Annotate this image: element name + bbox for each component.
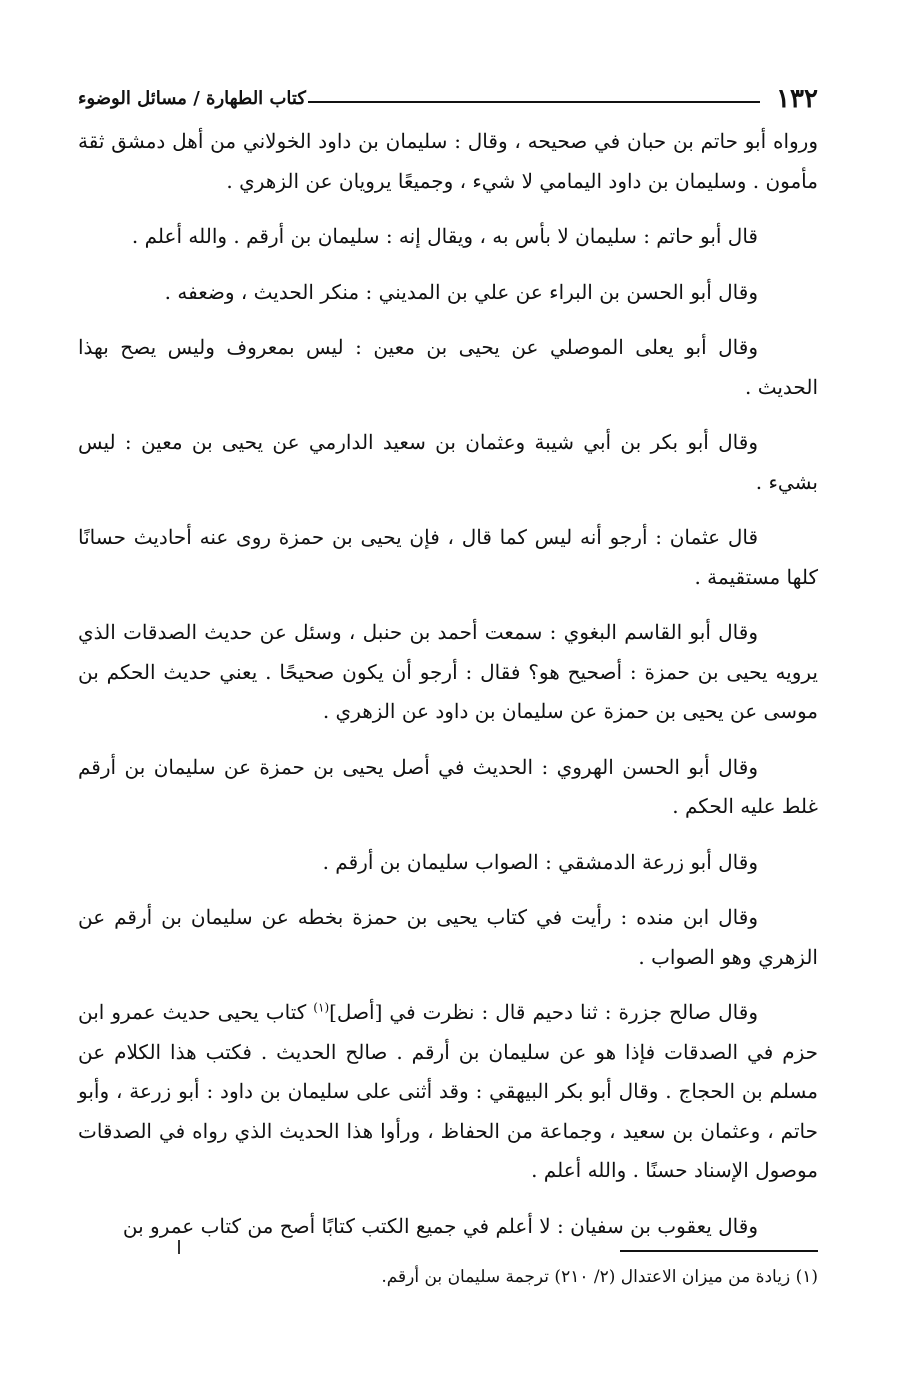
- page-number: ١٣٢: [776, 84, 818, 114]
- paragraph: وقال يعقوب بن سفيان : لا أعلم في جميع الكتب كتابًا أصح من كتاب عمرو بن: [122, 1213, 758, 1238]
- footnote-reference: (١): [313, 1000, 330, 1015]
- paragraph-text: كتاب يحيى حديث عمرو ابن حزم في الصدقات فإذا هو عن سليمان بن أرقم . صالح الحديث . فكتب هذا الكلام عن مسلم بن الحجاج . وقال أبو بكر البيهقي : وقد أثنى على سليمان بن داود : أبو زرعة ، وأبو حاتم ، وعثمان بن سعيد ، وجماعة من الحفاظ ، ورأوا هذا الحديث الذي رواه في الصدقات موصول الإسناد حسنًا . والله أعلم .: [78, 1000, 818, 1182]
- header-rule: [308, 101, 760, 103]
- paragraph: وقال أبو القاسم البغوي : سمعت أحمد بن حنبل ، وسئل عن حديث الصدقات الذي يرويه يحيى بن حمزة : أصحيح هو؟ فقال : أرجو أن يكون صحيحًا . يعني حديث الحكم بن موسى عن يحيى بن حمزة عن سليمان بن داود عن الزهري .: [78, 620, 818, 723]
- paragraph: قال عثمان : أرجو أنه ليس كما قال ، فإن يحيى بن حمزة روى عنه أحاديث حسانًا كلها مستقيمة .: [78, 525, 818, 589]
- page-header: [78, 84, 818, 114]
- paragraph-text: وقال صالح جزرة : ثنا دحيم قال : نظرت في [أصل]: [329, 1000, 758, 1024]
- paragraph: وقال أبو الحسن الهروي : الحديث في أصل يحيى بن حمزة عن سليمان بن أرقم غلط عليه الحكم .: [78, 754, 818, 818]
- paragraph: ورواه أبو حاتم بن حبان في صحيحه ، وقال : سليمان بن داود الخولاني من أهل دمشق ثقة مأمون . وسليمان بن داود اليمامي لا شيء ، وجميعًا يرويان عن الزهري .: [78, 129, 818, 193]
- paragraph: وقال أبو يعلى الموصلي عن يحيى بن معين : ليس بمعروف وليس يصح بهذا الحديث .: [78, 335, 818, 399]
- paragraph-with-footnote: [78, 993, 818, 1191]
- paragraph: وقال أبو الحسن بن البراء عن علي بن المديني : منكر الحديث ، وضعفه .: [164, 279, 758, 304]
- paragraph: وقال ابن منده : رأيت في كتاب يحيى بن حمزة بخطه عن سليمان بن أرقم عن الزهري وهو الصواب .: [78, 905, 818, 969]
- running-title: كتاب الطهارة / مسائل الوضوء: [78, 88, 306, 109]
- stray-ink-mark: [178, 1240, 180, 1254]
- footnote-rule: [620, 1250, 818, 1252]
- paragraph: وقال أبو زرعة الدمشقي : الصواب سليمان بن أرقم .: [322, 849, 758, 874]
- paragraph: وقال أبو بكر بن أبي شيبة وعثمان بن سعيد الدارمي عن يحيى بن معين : ليس بشيء .: [78, 430, 818, 494]
- footnote: (١) زيادة من ميزان الاعتدال (٢/ ٢١٠) ترجمة سليمان بن أرقم.: [381, 1267, 818, 1287]
- body-text: [78, 122, 818, 1262]
- paragraph: قال أبو حاتم : سليمان لا بأس به ، ويقال إنه : سليمان بن أرقم . والله أعلم .: [131, 224, 758, 248]
